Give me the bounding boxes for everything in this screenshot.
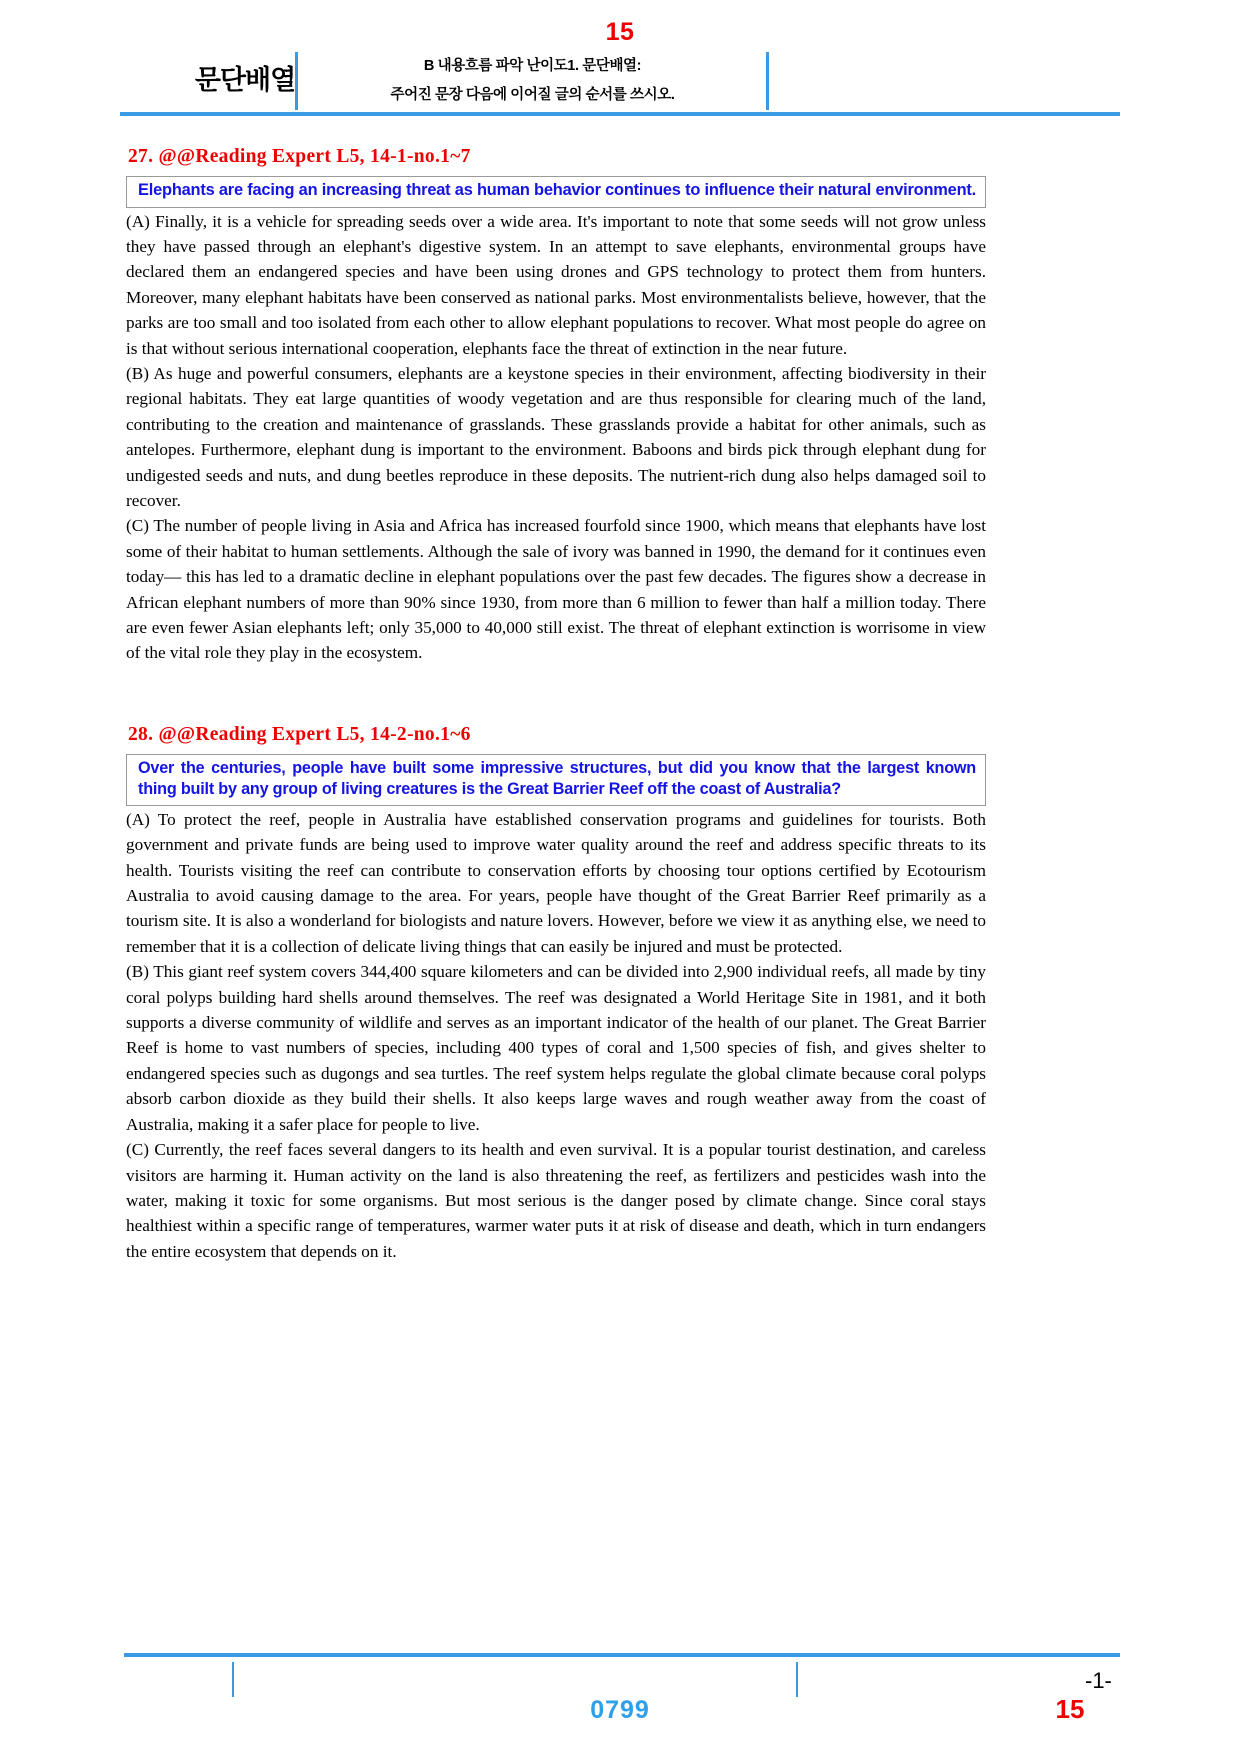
header-section-title: 문단배열 xyxy=(194,65,296,95)
footer-tick-left xyxy=(232,1662,234,1697)
question-block-28 xyxy=(126,724,986,1264)
prompt-box-27 xyxy=(126,176,986,208)
header-subtitle-line-2: 주어진 문장 다음에 이어질 글의 순서를 쓰시오. xyxy=(390,87,675,103)
header-page-number: 15 xyxy=(605,18,635,46)
prompt-text-27: Elephants are facing an increasing threat as human behavior continues to influence their natural environment. xyxy=(138,181,976,199)
question-heading-28: 28. @@Reading Expert L5, 14-2-no.1~6 xyxy=(128,723,471,745)
footer-rule xyxy=(124,1653,1120,1657)
header-divider-left xyxy=(295,52,298,110)
header-divider-right xyxy=(766,52,769,110)
worksheet-content xyxy=(126,146,986,1264)
question-spacer xyxy=(126,666,986,724)
prompt-box-28 xyxy=(126,754,986,806)
footer-tick-right xyxy=(796,1662,798,1697)
header-subtitle-line-1: B 내용흐름 파악 난이도1. 문단배열: xyxy=(423,58,642,74)
header-rule xyxy=(120,112,1120,116)
prompt-text-28: Over the centuries, people have built some impressive structures, but did you know that the largest known thing built by any group of living creatures is the Great Barrier Reef off the coast of Australia? xyxy=(138,758,976,798)
header-band xyxy=(120,52,1120,110)
passage-paragraph-c-28: (C) Currently, the reef faces several dangers to its health and even survival. It is a popular tourist destination, and careless visitors are harming it. Human activity on the land is also threatening the reef, as fertilizers and pesticides wash into the water, making it toxic for some organisms. But most serious is the danger posed by climate change. Since coral stays healthiest within a specific range of temperatures, warmer water puts it at risk of disease and death, which in turn endangers the entire ecosystem that depends on it. xyxy=(126,1140,986,1261)
header-subtitle xyxy=(305,52,760,110)
passage-paragraph-a-27: (A) Finally, it is a vehicle for spreading seeds over a wide area. It's important to note that some seeds will not grow unless they have passed through an elephant's digestive system. In an attempt to save elephants, environmental groups have declared them an endangered species and have been using drones and GPS technology to protect them from hunters. Moreover, many elephant habitats have been conserved as national parks. Most environmentalists believe, however, that the parks are too small and too isolated from each other to allow elephant populations to recover. What most people do agree on is that without serious international cooperation, elephants face the threat of extinction in the near future. xyxy=(126,211,986,358)
footer-page-number: 15 xyxy=(1055,1694,1085,1724)
passage-paragraph-b-28: (B) This giant reef system covers 344,400 square kilometers and can be divided into 2,900 individual reefs, all made by tiny coral polyps building hard shells around themselves. The reef was designated a World Heritage Site in 1981, and it both supports a diverse community of wildlife and serves as an important indicator of the health of our planet. The Great Barrier Reef is home to vast numbers of species, including 400 types of coral and 1,500 species of fish, and gives shelter to endangered species such as dugongs and sea turtles. The reef system helps regulate the global climate because coral polyps absorb carbon dioxide as they build their shells. It also keeps large waves and rough weather away from the coast of Australia, making it a safer place for people to live. xyxy=(126,962,986,1134)
footer-dash-marker: -1- xyxy=(1085,1668,1112,1693)
passage-paragraph-a-28: (A) To protect the reef, people in Australia have established conservation programs and guidelines for tourists. Both government and private funds are being used to improve water quality around the reef and address specific threats to its health. Tourists visiting the reef can contribute to conservation efforts by choosing tour options certified by Ecotourism Australia to avoid causing damage to the area. For years, people have thought of the Great Barrier Reef primarily as a tourism site. It is also a wonderland for biologists and nature lovers. However, before we view it as anything else, we need to remember that it is a collection of delicate living things that can easily be injured and must be protected. xyxy=(126,809,986,956)
footer-code: 0799 xyxy=(590,1696,650,1724)
passage-paragraph-b-27: (B) As huge and powerful consumers, elephants are a keystone species in their environment, affecting biodiversity in their regional habitats. They eat large quantities of woody vegetation and are thus responsible for clearing much of the land, contributing to the creation and maintenance of grasslands. These grasslands provide a habitat for other animals, such as antelopes. Furthermore, elephant dung is important to the environment. Baboons and birds pick through elephant dung for undigested seeds and nuts, and dung beetles reproduce in these deposits. The nutrient-rich dung also helps damaged soil to recover. xyxy=(126,363,986,510)
question-block-27 xyxy=(126,146,986,666)
question-heading-27: 27. @@Reading Expert L5, 14-1-no.1~7 xyxy=(128,146,471,167)
passage-paragraph-c-27: (C) The number of people living in Asia and Africa has increased fourfold since 1900, which means that elephants have lost some of their habitat to human settlements. Although the sale of ivory was banned in 1990, the demand for it continues even today— this has led to a dramatic decline in elephant populations over the past few decades. The figures show a decrease in African elephant numbers of more than 90% since 1930, from more than 6 million to fewer than half a million today. There are even fewer Asian elephants left; only 35,000 to 40,000 still exist. The threat of elephant extinction is worrisome in view of the vital role they play in the ecosystem. xyxy=(126,516,986,663)
